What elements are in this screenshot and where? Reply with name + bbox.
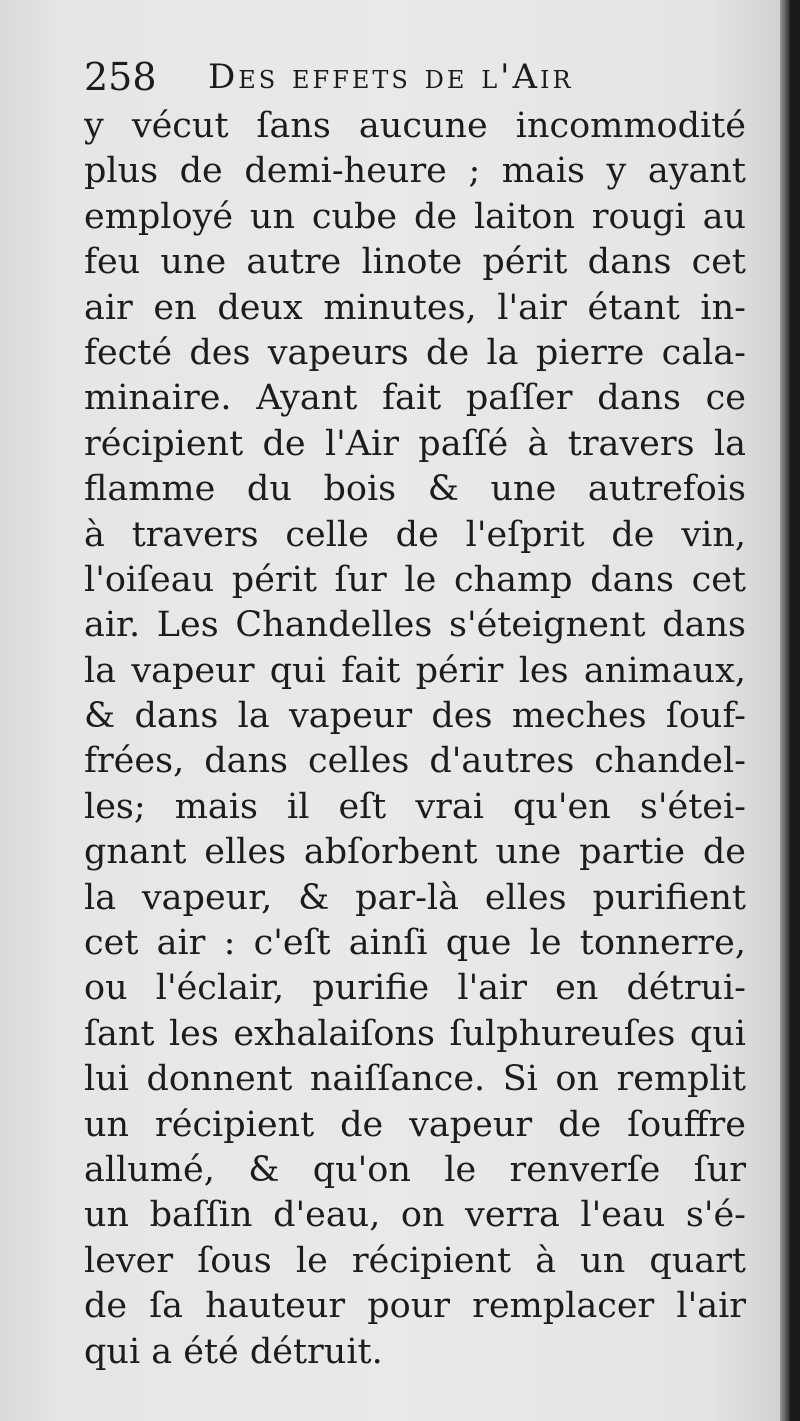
- text-line: un récipient de vapeur de ſouffre: [84, 1104, 746, 1145]
- text-line: qui a été détruit.: [84, 1331, 383, 1372]
- text-line: lui donnent naiſſance. Si on remplit: [84, 1059, 746, 1100]
- text-line: air en deux minutes, l'air étant in-: [84, 287, 746, 328]
- text-line: les; mais il eſt vrai qu'en s'étei-: [84, 786, 746, 827]
- page-number: 258: [84, 55, 157, 99]
- text-line: à travers celle de l'eſprit de vin,: [84, 514, 746, 555]
- text-line: cet air : c'eſt ainſi que le tonnerre,: [84, 923, 746, 964]
- text-line: frées, dans celles d'autres chandel-: [84, 741, 746, 782]
- text-line: air. Les Chandelles s'éteignent dans: [84, 605, 746, 646]
- text-line: minaire. Ayant fait paſſer dans ce: [84, 378, 746, 419]
- text-line: plus de demi-heure ; mais y ayant: [84, 151, 746, 192]
- text-line: récipient de l'Air paſſé à travers la: [84, 423, 746, 464]
- text-line: la vapeur, & par-là elles purifient: [84, 877, 746, 918]
- text-line: la vapeur qui fait périr les animaux,: [84, 650, 746, 691]
- text-line: ou l'éclair, purifie l'air en détrui-: [84, 968, 746, 1009]
- text-line: de ſa hauteur pour remplacer l'air: [84, 1286, 746, 1327]
- text-line: l'oiſeau périt ſur le champ dans cet: [84, 559, 746, 600]
- page-header: [84, 52, 744, 102]
- text-line: fecté des vapeurs de la pierre cala-: [84, 332, 746, 373]
- text-line: gnant elles abſorbent une partie de: [84, 832, 746, 873]
- text-line: & dans la vapeur des meches ſouf-: [84, 696, 746, 737]
- text-line: y vécut ſans aucune incommodité: [84, 106, 746, 146]
- running-head: Des effets de l'Air: [208, 57, 574, 97]
- text-line: allumé, & qu'on le renverſe ſur: [84, 1149, 746, 1190]
- text-line: feu une autre linote périt dans cet: [84, 242, 746, 283]
- text-line: employé un cube de laiton rougi au: [84, 196, 746, 237]
- text-line: ſant les exhalaiſons ſulphureuſes qui: [84, 1013, 746, 1054]
- text-line: lever ſous le récipient à un quart: [84, 1240, 746, 1281]
- body-text: [84, 104, 746, 1375]
- text-line: un baſſin d'eau, on verra l'eau s'é-: [84, 1195, 746, 1236]
- text-line: flamme du bois & une autrefois: [84, 469, 746, 510]
- page-edge-shadow: [780, 0, 790, 1421]
